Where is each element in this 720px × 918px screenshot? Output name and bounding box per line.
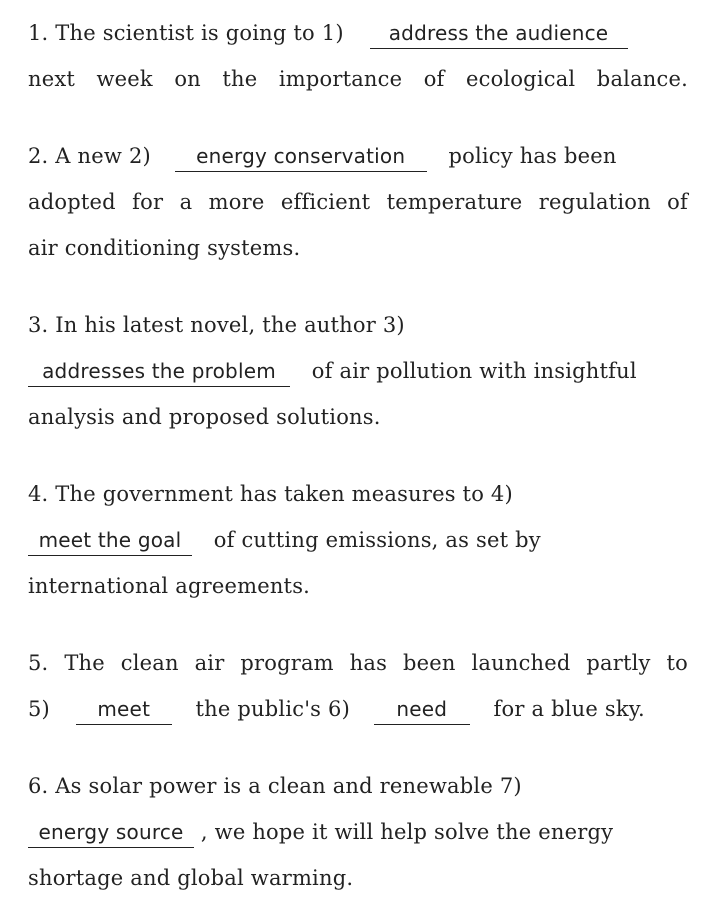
blank-6-answer: need [374, 694, 470, 725]
blank-4-answer: meet the goal [28, 525, 192, 556]
item-3-line-1 [28, 305, 688, 345]
item-5-text: the public's 6) [195, 697, 350, 721]
item-5-text: 5. The clean air program has been launched partly to [28, 651, 688, 675]
item-5-line-2 [28, 689, 688, 729]
blank-2-answer: energy conservation [175, 141, 427, 172]
item-2-text: 2. A new 2) [28, 144, 151, 168]
item-2-line-3 [28, 228, 688, 268]
item-2-line-2 [28, 182, 688, 222]
item-4-line-2 [28, 520, 688, 560]
item-6-line-1 [28, 766, 688, 806]
item-5-line-1 [28, 643, 688, 683]
item-3-line-2 [28, 351, 688, 391]
item-6-text: 6. As solar power is a clean and renewable 7) [28, 774, 522, 798]
item-3-text: 3. In his latest novel, the author 3) [28, 313, 405, 337]
item-6-text: shortage and global warming. [28, 866, 354, 890]
item-2-line-1 [28, 136, 688, 176]
item-6-line-3 [28, 858, 688, 898]
item-4-text: 4. The government has taken measures to 4) [28, 482, 513, 506]
item-6-text: , we hope it will help solve the energy [200, 820, 614, 844]
item-4-text: international agreements. [28, 574, 311, 598]
item-3-text: analysis and proposed solutions. [28, 405, 381, 429]
item-2-text: adopted for a more efficient temperature regulation of [28, 190, 688, 214]
blank-7-answer: energy source [28, 817, 194, 848]
item-2-text: policy has been [448, 144, 617, 168]
item-1-text: 1. The scientist is going to 1) [28, 21, 344, 45]
blank-3-answer: addresses the problem [28, 356, 290, 387]
item-6-line-2 [28, 812, 688, 852]
item-1-line-2 [28, 59, 688, 99]
item-5-text: for a blue sky. [493, 697, 645, 721]
item-4-line-1 [28, 474, 688, 514]
item-1-line-1 [28, 13, 688, 53]
item-1-text: next week on the importance of ecological balance. [28, 67, 688, 91]
blank-5-answer: meet [76, 694, 172, 725]
item-4-text: of cutting emissions, as set by [213, 528, 541, 552]
item-3-line-3 [28, 397, 688, 437]
item-5-text: 5) [28, 697, 50, 721]
blank-1-answer: address the audience [370, 18, 628, 49]
item-4-line-3 [28, 566, 688, 606]
item-3-text: of air pollution with insightful [311, 359, 637, 383]
item-2-text: air conditioning systems. [28, 236, 301, 260]
